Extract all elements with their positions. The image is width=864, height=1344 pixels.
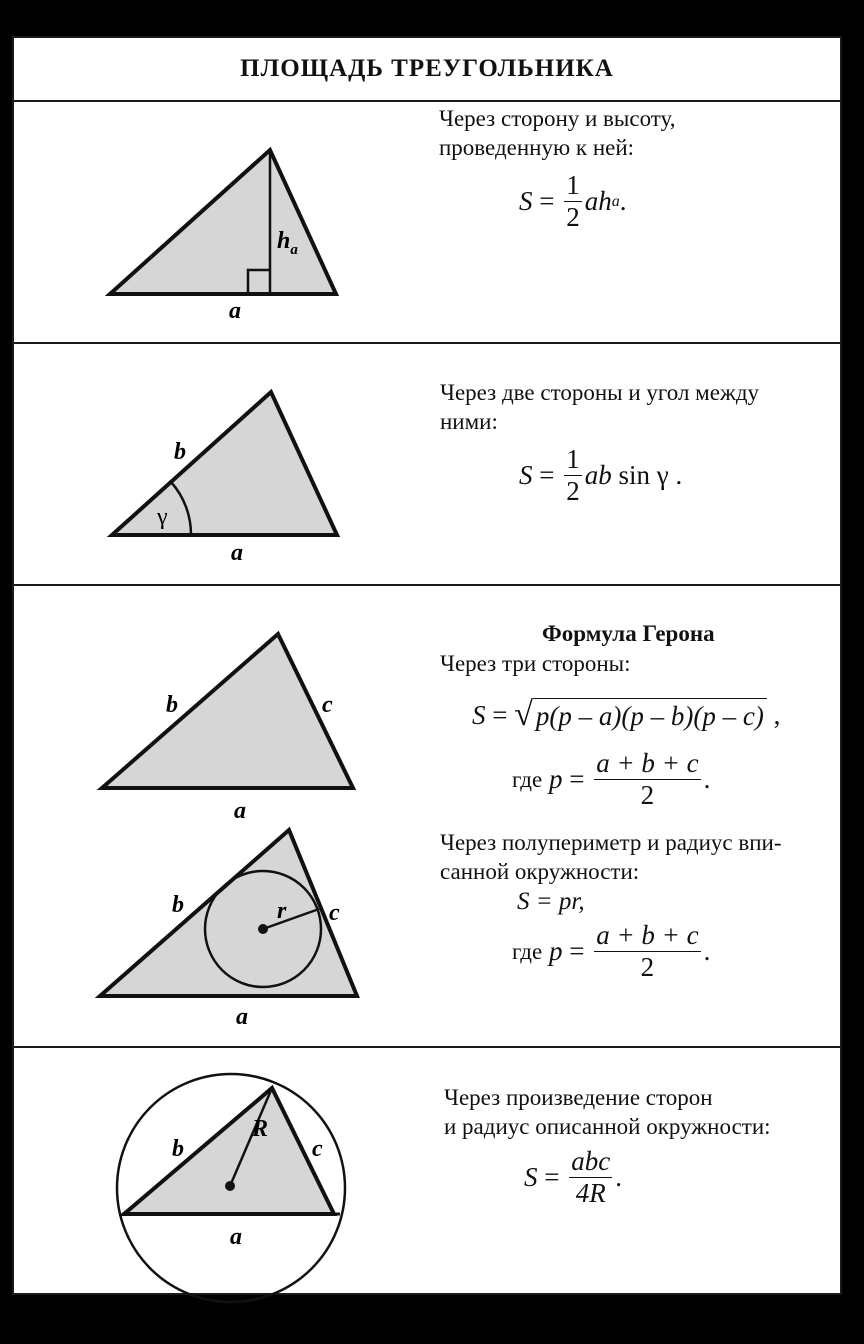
side-a-label: a <box>229 298 241 324</box>
caption-two-sides: Через две стороны и угол между ними: <box>440 380 760 434</box>
side-a-label: a <box>230 1224 242 1250</box>
heron-heading: Формула Герона <box>542 621 715 646</box>
triangle-incircle-figure <box>14 824 414 1046</box>
angle-gamma-label: γ <box>157 504 168 530</box>
caption-three-sides: Через три стороны: <box>440 651 631 676</box>
formula-incircle: S = pr, <box>517 888 585 915</box>
formula-heron-where: где p = $\frac{a + b + c}{2}$ . <box>512 748 711 810</box>
formula-incircle-where: где p = $\frac{a + b + c}{2}$ . <box>512 920 711 982</box>
side-b-label: b <box>174 439 186 465</box>
side-c-label: c <box>312 1136 323 1162</box>
formula-heron: S = √ p(p – a)(p – b)(p – c) , <box>472 696 781 733</box>
triangle-angle-figure <box>14 342 414 584</box>
triangle-circumcircle-figure <box>14 1046 414 1297</box>
formula-side-height: S = $\frac{1}{2}$ ah a . <box>519 170 627 232</box>
side-c-label: c <box>322 692 333 718</box>
sqrt-sign: √ <box>514 696 533 733</box>
side-b-label: b <box>172 892 184 918</box>
center-dot <box>258 924 268 934</box>
radius-R-label: R <box>252 1116 269 1142</box>
formula-sheet <box>12 36 842 1295</box>
triangle-heron-figure <box>14 584 414 826</box>
triangle-shape <box>112 392 337 535</box>
side-a-label: a <box>231 540 243 566</box>
caption-side-height: Через сторону и высоту, проведенную к ней: <box>439 106 676 160</box>
caption-circumcircle: Через произведение сторон и радиус описанной окружности: <box>444 1085 771 1139</box>
side-b-label: b <box>166 692 178 718</box>
triangle-shape <box>102 634 353 788</box>
height-label: $h_a$ <box>277 228 298 258</box>
side-b-label: b <box>172 1136 184 1162</box>
side-c-label: c <box>329 900 340 926</box>
center-dot <box>225 1181 235 1191</box>
radius-r-label: r <box>277 898 287 924</box>
sheet-title: ПЛОЩАДЬ ТРЕУГОЛЬНИКА <box>240 55 614 82</box>
side-a-label: a <box>236 1004 248 1030</box>
triangle-height-figure <box>14 100 414 345</box>
caption-incircle: Через полупериметр и радиус впи- санной окружности: <box>440 830 782 884</box>
side-a-label: a <box>234 798 246 824</box>
triangle-shape <box>124 1088 334 1214</box>
formula-two-sides: S = $\frac{1}{2}$ ab sin γ . <box>519 444 683 506</box>
formula-circumcircle: S = $\frac{\text{abc}}{4R}$ . <box>524 1146 622 1208</box>
triangle-shape <box>110 150 336 294</box>
